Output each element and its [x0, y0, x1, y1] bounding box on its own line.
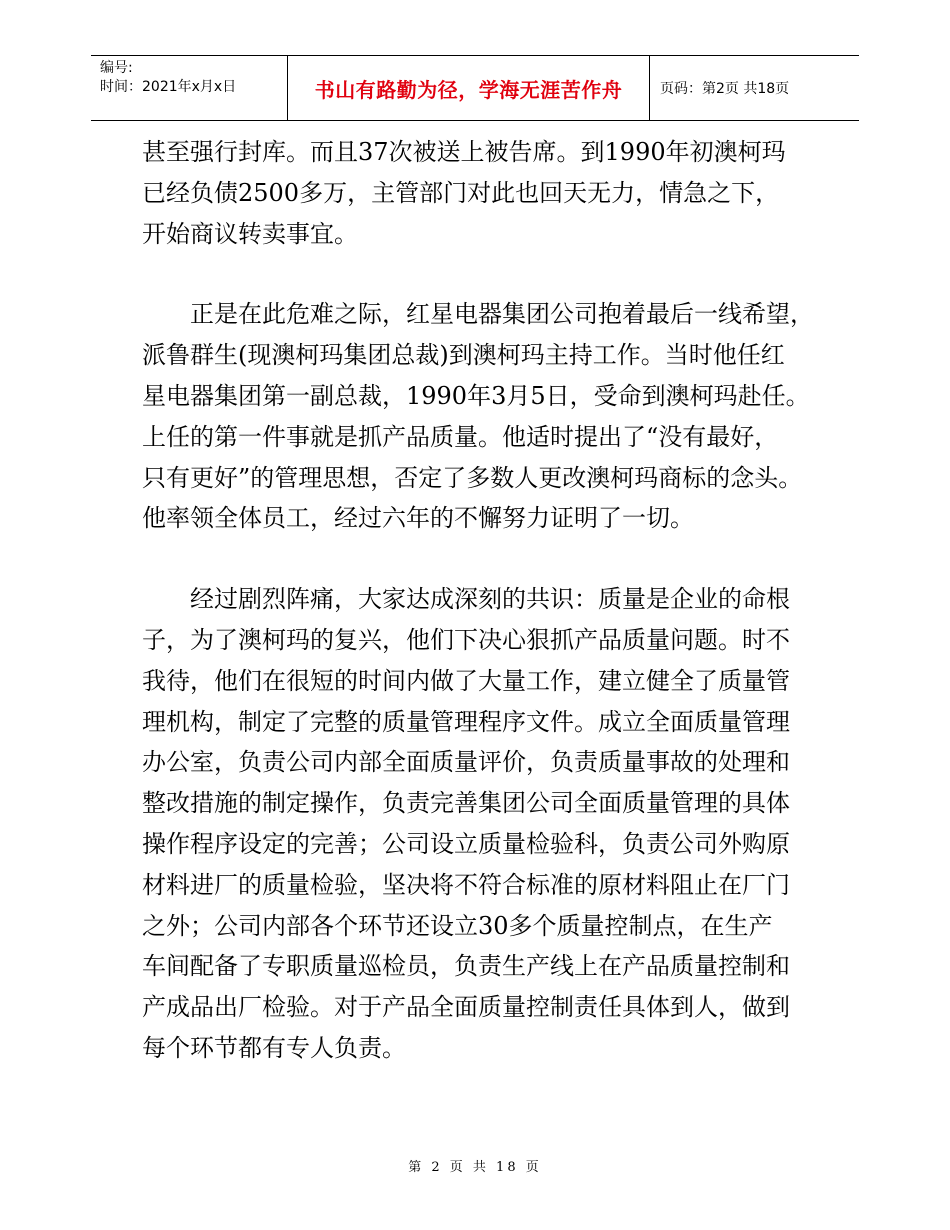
text-line: 经过剧烈阵痛，大家达成深刻的共识：质量是企业的命根 — [190, 585, 790, 614]
text-line: 整改措施的制定操作，负责完善集团公司全面质量管理的具体 — [142, 789, 790, 818]
text-line: 已经负债2500多万，主管部门对此也回天无力，情急之下， — [142, 178, 780, 207]
paragraph-1 — [142, 132, 822, 254]
text-line: 派鲁群生(现澳柯玛集团总裁)到澳柯玛主持工作。当时他任红 — [142, 341, 785, 370]
header-meta — [91, 56, 288, 120]
time-label: 时间：2021年x月x日 — [100, 79, 237, 95]
text-line: 车间配备了专职质量巡检员，负责生产线上在产品质量控制和 — [142, 952, 790, 981]
text-line: 之外；公司内部各个环节还设立30多个质量控制点，在生产 — [142, 911, 773, 940]
text-line: 上任的第一件事就是抓产品质量。他适时提出了“没有最好， — [142, 422, 779, 451]
text-line: 甚至强行封库。而且37次被送上被告席。到1990年初澳柯玛 — [142, 138, 786, 166]
text-line: 开始商议转卖事宜。 — [142, 219, 358, 248]
document-header — [91, 55, 859, 121]
text-line: 星电器集团第一副总裁，1990年3月5日，受命到澳柯玛赴任。 — [142, 381, 810, 410]
number-label: 编号: — [100, 60, 133, 76]
text-line: 理机构，制定了完整的质量管理程序文件。成立全面质量管理 — [142, 707, 790, 736]
text-line: 我待，他们在很短的时间内做了大量工作，建立健全了质量管 — [142, 666, 790, 695]
text-line: 每个环节都有专人负责。 — [142, 1033, 406, 1062]
page-footer: 第 2 页 共 18 页 — [408, 1160, 542, 1175]
paragraph-3 — [142, 579, 822, 1069]
header-motto: 书山有路勤为径，学海无涯苦作舟 — [288, 56, 650, 120]
text-line: 产成品出厂检验。对于产品全面质量控制责任具体到人，做到 — [142, 993, 790, 1022]
document-body — [142, 132, 822, 1069]
text-line: 办公室，负责公司内部全面质量评价，负责质量事故的处理和 — [142, 748, 790, 777]
header-page-info: 页码：第2页 共18页 — [660, 81, 790, 97]
text-line: 材料进厂的质量检验，坚决将不符合标准的原材料阻止在厂门 — [142, 870, 790, 899]
text-line: 他率领全体员工，经过六年的不懈努力证明了一切。 — [142, 504, 694, 533]
paragraph-2 — [142, 294, 822, 539]
text-line: 操作程序设定的完善；公司设立质量检验科，负责公司外购原 — [142, 829, 790, 858]
text-line: 子，为了澳柯玛的复兴，他们下决心狠抓产品质量问题。时不 — [142, 625, 790, 654]
text-line: 只有更好”的管理思想，否定了多数人更改澳柯玛商标的念头。 — [142, 463, 803, 492]
text-line: 正是在此危难之际，红星电器集团公司抱着最后一线希望， — [190, 300, 814, 329]
